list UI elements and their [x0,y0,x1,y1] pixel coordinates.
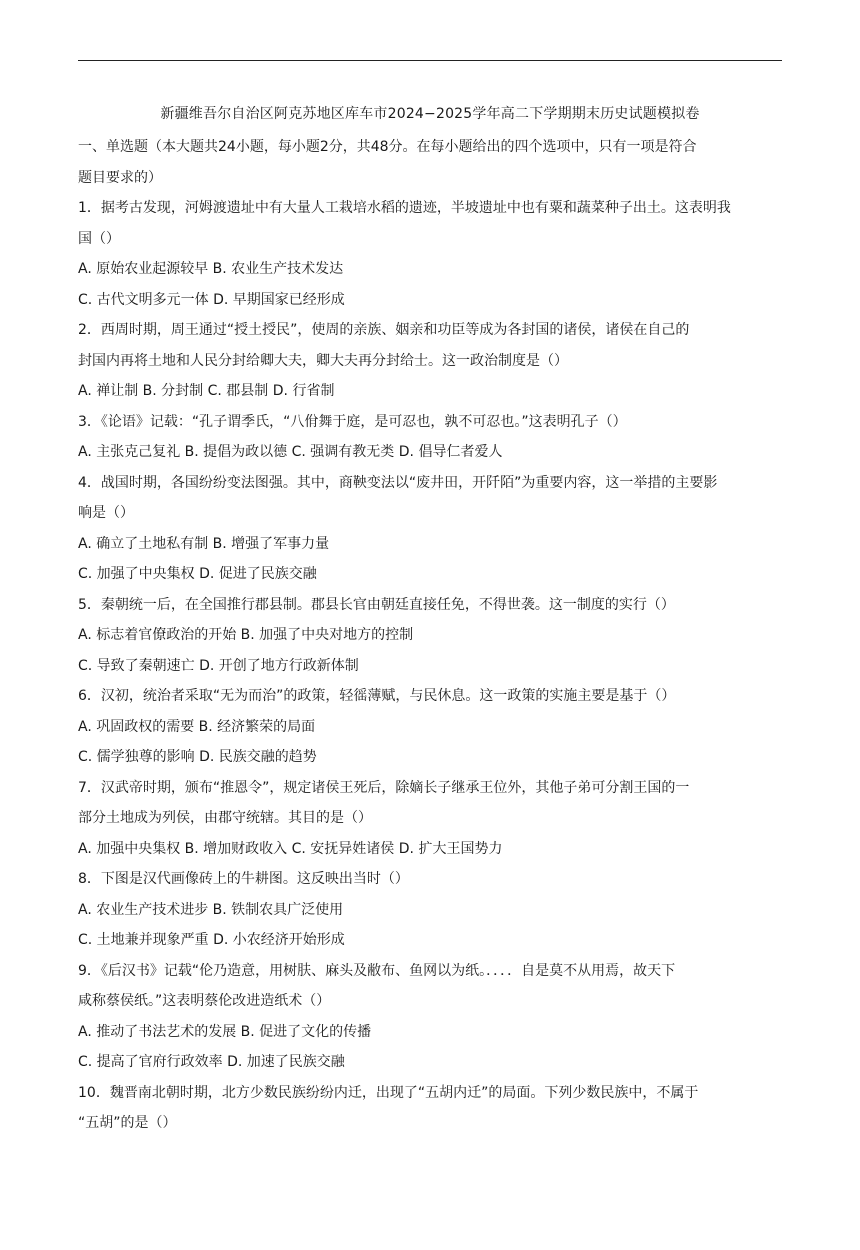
question-9-options-2: C. 提高了官府行政效率 D. 加速了民族交融 [78,1054,345,1070]
question-1-stem-2: 国（） [78,230,120,247]
document-title: 新疆维吾尔自治区阿克苏地区库车市2024−2025学年高二下学期期末历史试题模拟卷 [160,106,700,122]
question-5-options-1: A. 标志着官僚政治的开始 B. 加强了中央对地方的控制 [78,627,414,643]
question-body [78,136,782,1143]
question-7-stem-1: 7．汉武帝时期，颁布“推恩令”，规定诸侯王死后，除嫡长子继承王位外，其他子弟可分割王国的一 [78,779,690,796]
header-rule [78,60,782,61]
question-1-options-1: A. 原始农业起源较早 B. 农业生产技术发达 [78,261,344,277]
question-9-stem-1: 9．《后汉书》记载“伦乃造意，用树肤、麻头及敝布、鱼网以为纸。．．．．自是莫不从用焉，故天下 [78,962,676,979]
question-2-stem-1: 2．西周时期，周王通过“授土授民”，使周的亲族、姻亲和功臣等成为各封国的诸侯，诸侯在自己的 [78,322,690,338]
question-4-stem-2: 响是（） [78,505,134,521]
question-4-options-1: A. 确立了土地私有制 B. 增强了军事力量 [78,535,330,552]
question-4-options-2: C. 加强了中央集权 D. 促进了民族交融 [78,566,317,582]
question-5-options-2: C. 导致了秦朝速亡 D. 开创了地方行政新体制 [78,657,359,674]
question-6-options-1: A. 巩固政权的需要 B. 经济繁荣的局面 [78,718,316,735]
section-heading-line-2: 题目要求的） [78,169,162,186]
question-7-options-1: A. 加强中央集权 B. 增加财政收入 C. 安抚异姓诸侯 D. 扩大王国势力 [78,840,503,857]
question-6-options-2: C. 儒学独尊的影响 D. 民族交融的趋势 [78,749,317,765]
question-2-stem-2: 封国内再将土地和人民分封给卿大夫，卿大夫再分封给士。这一政治制度是（） [78,352,568,369]
question-7-stem-2: 部分土地成为列侯，由郡守统辖。其目的是（） [78,810,372,826]
question-1-options-2: C. 古代文明多元一体 D. 早期国家已经形成 [78,291,345,308]
question-5-stem-1: 5．秦朝统一后，在全国推行郡县制。郡县长官由朝廷直接任免，不得世袭。这一制度的实行（） [78,596,675,613]
question-8-options-2: C. 土地兼并现象严重 D. 小农经济开始形成 [78,932,345,948]
question-8-stem-1: 8．下图是汉代画像砖上的牛耕图。这反映出当时（） [78,871,409,887]
question-2-options-1: A. 禅让制 B. 分封制 C. 郡县制 D. 行省制 [78,383,335,399]
question-6-stem-1: 6．汉初，统治者采取“无为而治”的政策，轻徭薄赋，与民休息。这一政策的实施主要是基于（） [78,688,676,704]
question-9-stem-2: 咸称蔡侯纸。”这表明蔡伦改进造纸术（） [78,993,331,1009]
question-10-stem-1: 10．魏晋南北朝时期，北方少数民族纷纷内迁，出现了“五胡内迁”的局面。下列少数民族中，不属于 [78,1084,699,1101]
question-3-options-1: A. 主张克己复礼 B. 提倡为政以德 C. 强调有教无类 D. 倡导仁者爱人 [78,444,503,460]
question-8-options-1: A. 农业生产技术进步 B. 铁制农具广泛使用 [78,901,344,918]
section-heading-line-1: 一、单选题（本大题共24小题，每小题2分，共48分。在每小题给出的四个选项中，只有一项是符合 [78,139,697,155]
question-9-options-1: A. 推动了书法艺术的发展 B. 促进了文化的传播 [78,1023,372,1040]
question-1-stem-1: 1．据考古发现，河姆渡遗址中有大量人工栽培水稻的遗迹，半坡遗址中也有粟和蔬菜种子出土。这表明我 [78,200,731,216]
question-10-stem-2: “五胡”的是（） [78,1115,177,1131]
question-4-stem-1: 4．战国时期，各国纷纷变法图强。其中，商鞅变法以“废井田，开阡陌”为重要内容，这一举措的主要影 [78,474,718,491]
question-3-stem-1: 3．《论语》记载：“孔子谓季氏，“八佾舞于庭，是可忍也，孰不可忍也。”这表明孔子（） [78,413,627,430]
